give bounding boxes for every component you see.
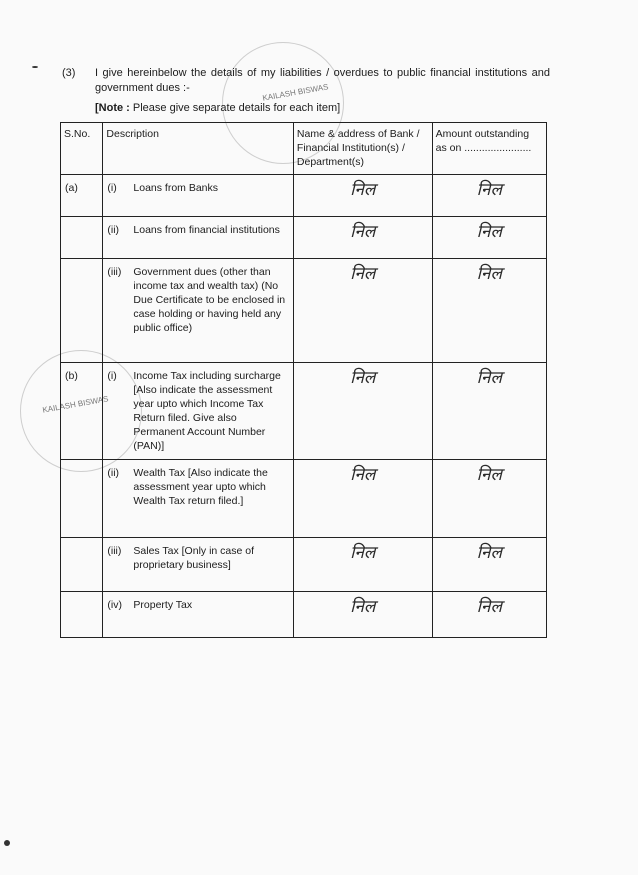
handwritten-nil-amount: निल — [476, 368, 502, 388]
notary-stamp-top-text: KAILASH BISWAS — [261, 82, 330, 103]
row-bank-cell — [293, 460, 432, 538]
handwritten-nil-bank: निल — [350, 180, 376, 200]
row-sno-cell — [61, 460, 103, 538]
row-amount-cell — [432, 538, 546, 592]
table-row — [61, 259, 547, 363]
row-roman-numeral: (iii) — [107, 545, 122, 557]
row-description: Property Tax — [133, 599, 193, 611]
note-label: [Note : — [95, 102, 130, 114]
row-amount-cell — [432, 175, 546, 217]
handwritten-nil-amount: निल — [476, 222, 502, 242]
table-body — [61, 175, 547, 638]
row-bank-cell — [293, 592, 432, 638]
row-amount-cell — [432, 217, 546, 259]
row-sno — [61, 460, 69, 472]
row-sno-cell — [61, 363, 103, 460]
table-header-row — [61, 123, 547, 175]
header-bank: Name & address of Bank / Financial Institution(s) / Department(s) — [293, 123, 432, 175]
row-sno: (a) — [65, 182, 78, 194]
liabilities-table — [60, 122, 547, 638]
row-description: Income Tax including surcharge [Also indicate the assessment year upto which Income Tax Return filed. Give also Permanent Account Number (PAN)] — [133, 370, 281, 452]
row-sno — [61, 217, 69, 229]
row-description: Government dues (other than income tax and wealth tax) (No Due Certificate to be enclosed in case holding or having held any public office) — [133, 266, 286, 334]
handwritten-nil-amount: निल — [476, 465, 502, 485]
row-bank-cell — [293, 175, 432, 217]
note-text: Please give separate details for each item] — [129, 102, 341, 114]
intro-number: (3) — [62, 67, 76, 79]
handwritten-nil-amount: निल — [476, 264, 502, 284]
row-sno — [61, 538, 69, 550]
table-row — [61, 363, 547, 460]
row-sno — [61, 592, 69, 604]
row-description-cell — [103, 217, 294, 259]
row-amount-cell — [432, 460, 546, 538]
handwritten-nil-bank: निल — [350, 465, 376, 485]
handwritten-nil-bank: निल — [350, 543, 376, 563]
table-row — [61, 460, 547, 538]
row-sno-cell — [61, 259, 103, 363]
row-description: Sales Tax [Only in case of proprietary business] — [133, 545, 255, 571]
row-bank-cell — [293, 538, 432, 592]
handwritten-nil-amount: निल — [476, 597, 502, 617]
scan-speck — [32, 66, 38, 68]
scan-speck — [4, 840, 10, 846]
row-amount-cell — [432, 592, 546, 638]
handwritten-nil-amount: निल — [476, 543, 502, 563]
row-amount-cell — [432, 363, 546, 460]
table-row — [61, 592, 547, 638]
row-description: Loans from Banks — [133, 182, 219, 194]
row-sno-cell — [61, 592, 103, 638]
header-amount: Amount outstanding as on ....................... — [432, 123, 546, 175]
row-roman-numeral: (ii) — [107, 467, 120, 479]
row-description: Loans from financial institutions — [133, 224, 280, 236]
notary-stamp-left-text: KAILASH BISWAS — [41, 394, 110, 415]
row-description-cell — [103, 460, 294, 538]
row-bank-cell — [293, 259, 432, 363]
handwritten-nil-bank: निल — [350, 368, 376, 388]
row-sno-cell — [61, 175, 103, 217]
header-description: Description — [103, 123, 294, 175]
table-row — [61, 538, 547, 592]
row-sno-cell — [61, 538, 103, 592]
table-row — [61, 217, 547, 259]
row-description-cell — [103, 363, 294, 460]
handwritten-nil-bank: निल — [350, 597, 376, 617]
handwritten-nil-amount: निल — [476, 180, 502, 200]
table-row — [61, 175, 547, 217]
row-sno-cell — [61, 217, 103, 259]
row-description-cell — [103, 259, 294, 363]
row-roman-numeral: (iv) — [107, 599, 122, 611]
row-roman-numeral: (iii) — [107, 266, 122, 278]
row-description-cell — [103, 175, 294, 217]
row-amount-cell — [432, 259, 546, 363]
row-sno — [61, 259, 69, 271]
row-description: Wealth Tax [Also indicate the assessment year upto which Wealth Tax return filed.] — [133, 467, 268, 507]
row-sno: (b) — [65, 370, 78, 382]
row-bank-cell — [293, 217, 432, 259]
row-roman-numeral: (i) — [107, 370, 117, 382]
row-roman-numeral: (i) — [107, 182, 117, 194]
handwritten-nil-bank: निल — [350, 264, 376, 284]
row-description-cell — [103, 592, 294, 638]
row-bank-cell — [293, 363, 432, 460]
row-description-cell — [103, 538, 294, 592]
row-roman-numeral: (ii) — [107, 224, 120, 236]
header-sno: S.No. — [61, 123, 103, 175]
intro-text: I give hereinbelow the details of my liabilities / overdues to public financial institutions and government dues :- — [95, 67, 550, 94]
note-line — [95, 102, 340, 114]
handwritten-nil-bank: निल — [350, 222, 376, 242]
